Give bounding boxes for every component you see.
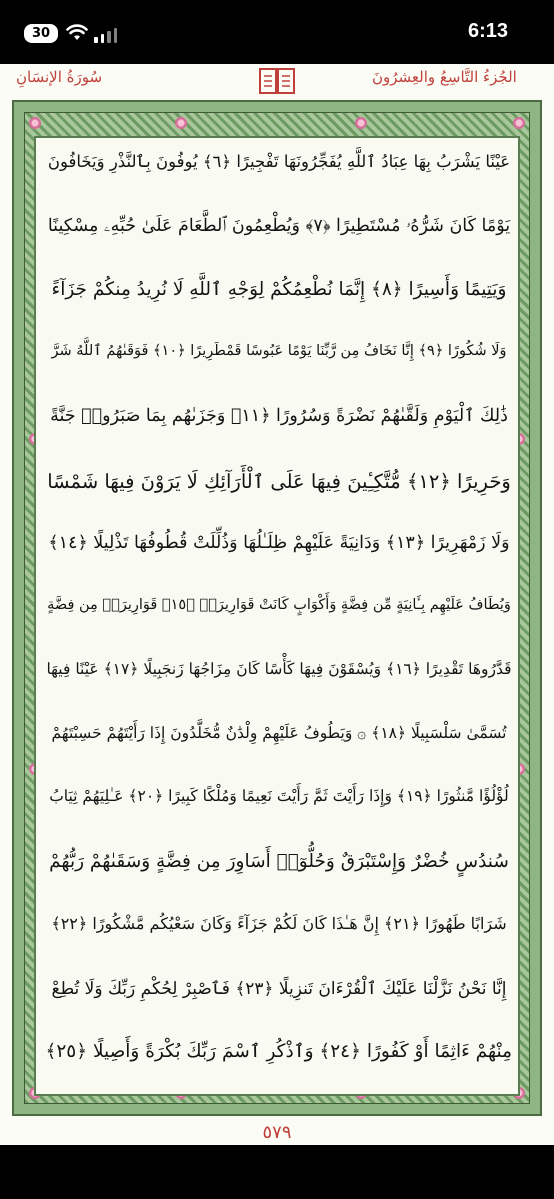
bottom-bar (0, 1145, 554, 1199)
ayah-line[interactable]: وَيَتِيمًا وَأَسِيرًا ﴿٨﴾ إِنَّمَا نُطْعِمُكُمْ لِوَجْهِ ٱللَّهِ لَا نُرِيدُ مِنكُمْ جَزَآءً (51, 279, 507, 300)
ayah-line[interactable]: إِنَّا نَحْنُ نَزَّلْنَا عَلَيْكَ ٱلْقُرْءَانَ تَنزِيلًا ﴿٢٣﴾ فَٱصْبِرْ لِحُكْمِ رَبِّكَ وَلَا تُطِعْ (51, 978, 507, 999)
juz-title: الجُزءُ التَّاسِعُ والعِشرُونَ (372, 68, 517, 86)
ayah-line[interactable]: سُندُسٍ خُضْرٌ وَإِسْتَبْرَقٌ وَحُلُّوٓا۟ أَسَاوِرَ مِن فِضَّةٍ وَسَقَىٰهُمْ رَبُّهُمْ (49, 850, 509, 872)
page-number: ٥٧٩ (262, 1122, 292, 1143)
status-time: 6:13 (467, 20, 508, 42)
flower-ornament (512, 116, 526, 130)
battery-indicator: 30 (24, 24, 58, 43)
ayah-line[interactable]: وَلَا شُكُورًا ﴿٩﴾ إِنَّا نَخَافُ مِن رَّبِّنَا يَوْمًا عَبُوسًا قَمْطَرِيرًا ﴿١٠﴾ فَوَقَىٰهُمُ ٱللَّهُ شَرَّ (51, 342, 507, 359)
ayah-line[interactable]: لُؤْلُؤًا مَّنثُورًا ﴿١٩﴾ وَإِذَا رَأَيْتَ ثَمَّ رَأَيْتَ نَعِيمًا وَمُلْكًا كَبِيرًا ﴿٢٠﴾ عَـٰلِيَهُمْ ثِيَابُ (49, 787, 509, 805)
ayah-line[interactable]: وَحَرِيرًا ﴿١٢﴾ مُّتَّكِـِٔينَ فِيهَا عَلَى ٱلْأَرَآئِكِ لَا يَرَوْنَ فِيهَا شَمْسًا (47, 469, 511, 493)
wifi-icon (66, 24, 88, 42)
ayah-line[interactable]: تُسَمَّىٰ سَلْسَبِيلًا ﴿١٨﴾ ۞ وَيَطُوفُ عَلَيْهِمْ وِلْدَٰنٌ مُّخَلَّدُونَ إِذَا رَأَيْتَهُمْ حَسِبْتَهُمْ (51, 723, 507, 742)
ayah-line[interactable]: ذَٰلِكَ ٱلْيَوْمِ وَلَقَّىٰهُمْ نَضْرَةً وَسُرُورًا ﴿١١﴾ وَجَزَىٰهُم بِمَا صَبَرُوا۟ جَنَّةً (50, 406, 508, 426)
mushaf-page[interactable] (0, 64, 554, 1145)
ayah-line[interactable]: وَلَا زَمْهَرِيرًا ﴿١٣﴾ وَدَانِيَةً عَلَيْهِمْ ظِلَـٰلُهَا وَذُلِّلَتْ قُطُوفُهَا تَذْلِيلًا ﴿١٤﴾ (48, 533, 510, 553)
ayah-line[interactable]: عَيْنًا يَشْرَبُ بِهَا عِبَادُ ٱللَّهِ يُفَجِّرُونَهَا تَفْجِيرًا ﴿٦﴾ يُوفُونَ بِٱلنَّذْرِ وَيَخَافُونَ (47, 152, 511, 171)
ayah-line[interactable]: وَيُطَافُ عَلَيْهِم بِـَٔانِيَةٍ مِّن فِضَّةٍ وَأَكْوَابٍ كَانَتْ قَوَارِيرَا۠ ﴿١٥﴾ قَوَارِيرَا۟ مِن فِضَّةٍ (47, 596, 511, 613)
status-bar (0, 0, 554, 64)
book-icon[interactable] (258, 66, 296, 96)
flower-ornament (28, 116, 42, 130)
ayah-line[interactable]: يَوْمًا كَانَ شَرُّهُۥ مُسْتَطِيرًا ﴿٧﴾ وَيُطْعِمُونَ ٱلطَّعَامَ عَلَىٰ حُبِّهِۦ مِسْكِينًا (47, 215, 511, 236)
signal-icon (94, 26, 117, 43)
surah-title: سُورَةُ الإنسَانِ (16, 68, 103, 86)
quran-text-area[interactable] (34, 136, 520, 1096)
page-header (0, 64, 554, 96)
flower-ornament (354, 116, 368, 130)
ayah-line[interactable]: شَرَابًا طَهُورًا ﴿٢١﴾ إِنَّ هَـٰذَا كَانَ لَكُمْ جَزَآءً وَكَانَ سَعْيُكُم مَّشْكُورًا ﴿٢٢﴾ (51, 914, 507, 933)
flower-ornament (174, 116, 188, 130)
ayah-line[interactable]: قَدَّرُوهَا تَقْدِيرًا ﴿١٦﴾ وَيُسْقَوْنَ فِيهَا كَأْسًا كَانَ مِزَاجُهَا زَنجَبِيلًا ﴿١٧﴾ عَيْنًا فِيهَا (46, 660, 512, 678)
ayah-line[interactable]: مِنْهُمْ ءَاثِمًا أَوْ كَفُورًا ﴿٢٤﴾ وَٱذْكُرِ ٱسْمَ رَبِّكَ بُكْرَةً وَأَصِيلًا ﴿٢٥﴾ (45, 1041, 512, 1062)
